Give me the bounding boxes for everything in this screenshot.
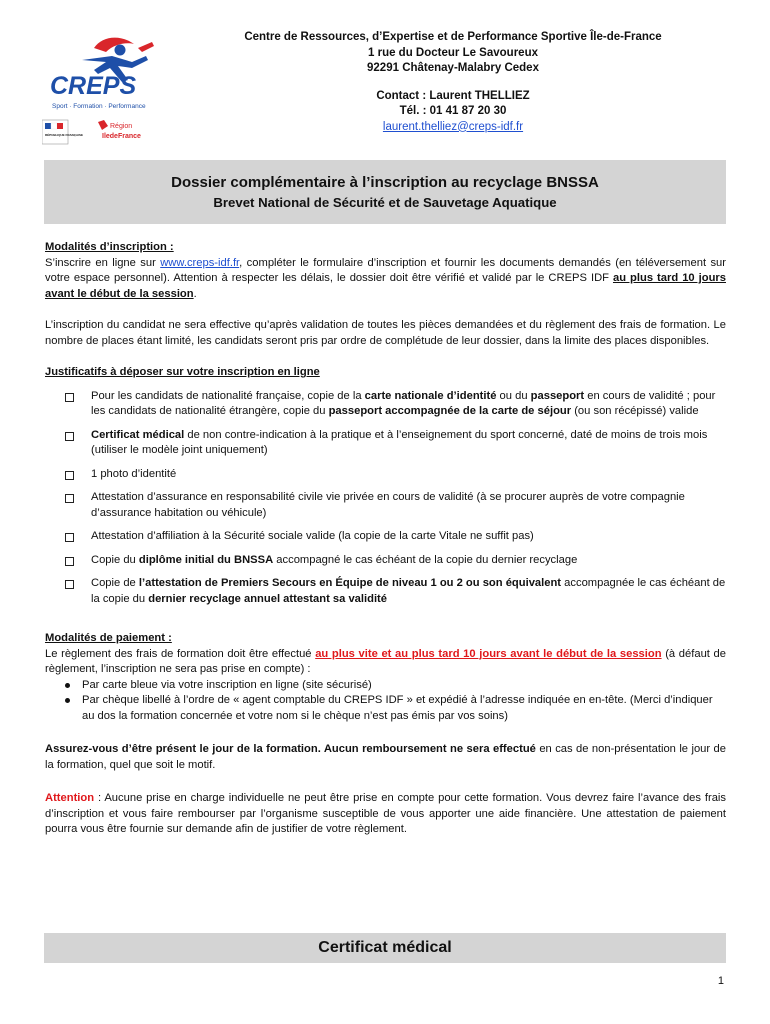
creps-logo-graphic xyxy=(42,30,174,150)
logo-wordmark: CREPS xyxy=(50,72,137,100)
region-badge-text-2: IledeFrance xyxy=(102,133,141,140)
checkbox-icon[interactable] xyxy=(65,393,74,402)
region-badge-text-1: Région xyxy=(110,123,133,130)
header-tel: Tél. : 01 41 87 20 30 xyxy=(399,105,507,117)
attention-label: Attention xyxy=(45,792,95,804)
checkbox-icon[interactable] xyxy=(65,494,74,503)
attention-paragraph: Attention : Aucune prise en charge individuelle ne peut être prise en compte pour cette formation. Vous devrez faire l’avance des frais d’inscription et vous faire rembourser par l’organisme susceptible de vous apporter une aide financière. Une attestation de paiement pourra vous être fournie sur demande afin de justifier de votre règlement. xyxy=(45,792,726,835)
paiement-methods xyxy=(45,678,726,725)
header-line1: Centre de Ressources, d’Expertise et de Performance Sportive Île-de-France xyxy=(244,31,662,43)
checkbox-icon[interactable] xyxy=(65,533,74,542)
justificatifs-checklist xyxy=(45,389,726,608)
checklist-item-securite-sociale: Attestation d’affiliation à la Sécurité sociale valide (la copie de la carte Vitale ne suffit pas) xyxy=(45,529,726,545)
paiement-heading: Modalités de paiement : xyxy=(45,632,172,644)
title-band xyxy=(44,160,726,224)
creps-logo xyxy=(42,30,174,150)
main-content xyxy=(45,240,726,838)
checkbox-icon[interactable] xyxy=(65,471,74,480)
header-line3: 92291 Châtenay-Malabry Cedex xyxy=(367,62,539,74)
header-email-link[interactable]: laurent.thelliez@creps-idf.fr xyxy=(382,120,524,133)
paiement-paragraph: Le règlement des frais de formation doit être effectué au plus vite et au plus tard 10 jours avant le début de la session (à défaut de règlement, l’inscription ne sera pas prise en compte) : xyxy=(45,647,726,675)
logo-tagline: Sport · Formation · Performance xyxy=(52,103,146,110)
presence-paragraph: Assurez-vous d’être présent le jour de la formation. Aucun remboursement ne sera effectué en cas de non-présentation le jour de la formation, quel que soit le motif. xyxy=(45,743,726,771)
page-subtitle: Brevet National de Sécurité et de Sauvetage Aquatique xyxy=(213,195,557,210)
checklist-item-assurance: Attestation d’assurance en responsabilité civile vie privée en cours de validité (à se procurer auprès de votre compagnie d’assurance habitation ou véhicule) xyxy=(45,490,726,521)
checklist-item-identite: Pour les candidats de nationalité française, copie de la carte nationale d’identité ou du passeport en cours de validité ; pour les candidats de nationalité étrangère, copie du passeport accompagnée de la carte de séjour (ou son récépissé) valide xyxy=(45,389,726,420)
justificatifs-heading: Justificatifs à déposer sur votre inscription en ligne xyxy=(45,366,320,378)
header-address xyxy=(180,30,726,135)
republique-badge-text: RÉPUBLIQUE FRANÇAISE xyxy=(45,133,84,137)
page-number: 1 xyxy=(717,975,724,987)
deadline-emphasis: au plus tard 10 jours avant le début de la session xyxy=(45,272,726,300)
checkbox-icon[interactable] xyxy=(65,557,74,566)
checkbox-icon[interactable] xyxy=(65,432,74,441)
checklist-item-photo: 1 photo d’identité xyxy=(45,467,726,483)
header-contact: Contact : Laurent THELLIEZ xyxy=(376,89,530,102)
inscription-paragraph-2: L’inscription du candidat ne sera effective qu’après validation de toutes les pièces demandées et du règlement des frais de formation. Le nombre de places étant limité, les candidats seront pris par ordre de complétude de leur dossier, dans la limite des places disponibles. xyxy=(45,319,726,347)
checkbox-icon[interactable] xyxy=(65,580,74,589)
paiement-method-carte: Par carte bleue via votre inscription en ligne (site sécurisé) xyxy=(45,678,726,694)
checklist-item-certificat: Certificat médical de non contre-indication à la pratique et à l’enseignement du sport concerné, daté de moins de trois mois (utiliser le modèle joint uniquement) xyxy=(45,428,726,459)
region-idf-badge-icon xyxy=(98,120,141,140)
page-title: Dossier complémentaire à l’inscription au recyclage BNSSA xyxy=(171,174,599,191)
checklist-item-premiers-secours: Copie de l’attestation de Premiers Secours en Équipe de niveau 1 ou 2 ou son équivalent accompagnée le cas échéant de la copie du dernier recyclage annuel attestant sa validité xyxy=(45,576,726,607)
checklist-item-diplome: Copie du diplôme initial du BNSSA accompagné le cas échéant de la copie du dernier recyclage xyxy=(45,553,726,569)
paiement-deadline: au plus vite et au plus tard 10 jours avant le début de la session xyxy=(315,647,662,660)
inscription-paragraph-1: S’inscrire en ligne sur www.creps-idf.fr, compléter le formulaire d’inscription et fournir les documents demandés (en téléversement sur votre espace personnel). Attention à respecter les délais, le dossier doit être vérifié et validé par le CREPS IDF au plus tard 10 jours avant le début de la session. xyxy=(45,256,726,300)
certificat-medical-heading: Certificat médical xyxy=(44,933,726,963)
header-line2: 1 rue du Docteur Le Savoureux xyxy=(368,46,538,59)
inscription-heading: Modalités d’inscription : xyxy=(45,241,174,253)
creps-website-link[interactable]: www.creps-idf.fr xyxy=(160,256,240,269)
paiement-method-cheque: Par chèque libellé à l’ordre de « agent comptable du CREPS IDF » et expédié à l’adresse indiquée en en-tête. (Merci d’indiquer au dos la formation concernée et votre nom si le chèque n’est pas émis par vos soins) xyxy=(45,693,726,724)
